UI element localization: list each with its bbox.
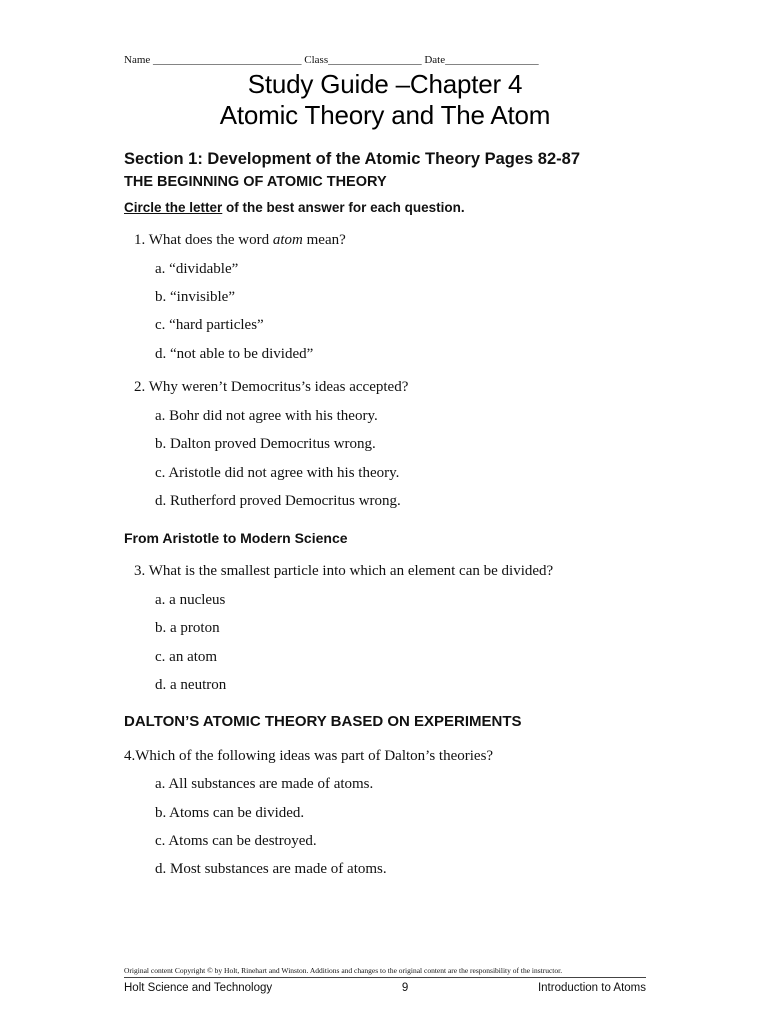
class-blank[interactable]: _________________ [328,54,422,66]
answer-option[interactable]: a. Bohr did not agree with his theory. [155,408,378,424]
page-number: 9 [401,982,409,994]
subsection-heading-aristotle: From Aristotle to Modern Science [124,530,348,546]
instructions [124,200,465,215]
instruction-underlined: Circle the letter [124,200,223,215]
question-number: 2. [134,379,146,395]
footer-publisher: Holt Science and Technology [124,982,273,994]
footer-chapter: Introduction to Atoms [537,982,646,994]
answer-option[interactable]: b. Dalton proved Democritus wrong. [155,436,376,452]
section-heading: Section 1: Development of the Atomic Theory Pages 82-87 [124,150,581,168]
name-blank[interactable]: ___________________________ [153,54,302,66]
question-text: What does the word atom mean? [148,232,346,248]
answer-option[interactable]: c. Aristotle did not agree with his theory. [155,465,400,481]
page-footer [124,982,646,994]
page-title-line2: Atomic Theory and The Atom [219,100,551,130]
answer-option[interactable]: a. “dividable” [155,261,239,277]
question-text: Why weren’t Democritus’s ideas accepted? [148,379,409,395]
answer-option[interactable]: c. “hard particles” [155,317,264,333]
date-blank[interactable]: _________________ [445,54,539,66]
question-3 [134,563,553,580]
instruction-text: of the best answer for each question. [222,200,465,215]
subsection-heading-beginning: THE BEGINNING OF ATOMIC THEORY [124,174,387,190]
answer-option[interactable]: c. Atoms can be destroyed. [155,833,317,849]
answer-option[interactable]: b. “invisible” [155,289,235,305]
answer-option[interactable]: c. an atom [155,649,218,665]
subsection-heading-dalton: DALTON’S ATOMIC THEORY BASED ON EXPERIMENTS [124,713,522,730]
answer-option[interactable]: a. All substances are made of atoms. [155,776,374,792]
question-4: 4.Which of the following ideas was part of Dalton’s theories? [124,748,494,764]
name-label: Name [124,54,151,66]
answer-option[interactable]: b. a proton [155,620,220,636]
answer-option[interactable]: a. a nucleus [155,592,226,608]
answer-option[interactable]: b. Atoms can be divided. [155,805,305,821]
answer-option[interactable]: d. a neutron [155,677,227,693]
answer-option[interactable]: d. “not able to be divided” [155,346,314,362]
student-info-line [124,54,644,66]
page-title-line1: Study Guide –Chapter 4 [247,69,523,99]
question-number: 1. [134,232,146,248]
question-number: 3. [134,563,146,579]
date-label: Date [424,54,446,66]
question-1 [134,232,346,249]
answer-option[interactable]: d. Most substances are made of atoms. [155,861,387,877]
answer-option[interactable]: d. Rutherford proved Democritus wrong. [155,493,401,509]
question-text: What is the smallest particle into which an element can be divided? [148,563,554,579]
class-label: Class [304,54,329,66]
copyright-notice: Original content Copyright © by Holt, Rinehart and Winston. Additions and changes to the original content are the responsibility of the instructor. [124,966,646,978]
question-2 [134,379,408,396]
